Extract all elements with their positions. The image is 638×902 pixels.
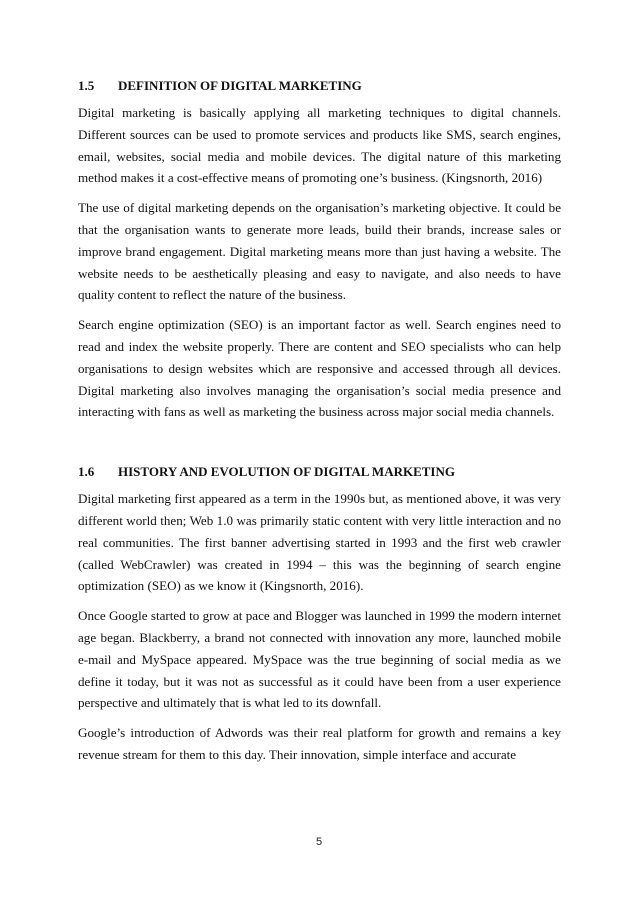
section-spacer bbox=[78, 431, 561, 462]
section-title: HISTORY AND EVOLUTION OF DIGITAL MARKETING bbox=[118, 464, 455, 480]
page-number: 5 bbox=[315, 836, 323, 848]
paragraph: Digital marketing is basically applying all marketing techniques to digital channels. Different sources can be used to promote services and products like SMS, search engines, email, websites, social media and mobile devices. The digital nature of this marketing method makes it a cost-effective means of promoting one’s business. (Kingsnorth, 2016) bbox=[78, 105, 561, 186]
paragraph: Digital marketing first appeared as a term in the 1990s but, as mentioned above, it was very different world then; Web 1.0 was primarily static content with very little interaction and no real communities. The first banner advertising started in 1993 and the first web crawler (called WebCrawler) was created in 1994 – this was the beginning of search engine optimization (SEO) as we know it (Kingsnorth, 2016). bbox=[78, 491, 561, 594]
section-title: DEFINITION OF DIGITAL MARKETING bbox=[118, 78, 362, 93]
paragraph: Search engine optimization (SEO) is an important factor as well. Search engines need to read and index the website properly. There are content and SEO specialists who can help organisations to design websites which are responsive and accessed through all devices. Digital marketing also involves managing the organisation’s social media presence and interacting with fans as well as marketing the business across major social media channels. bbox=[78, 317, 561, 420]
paragraph: The use of digital marketing depends on the organisation’s marketing objective. It could be that the organisation wants to generate more leads, build their brands, increase sales or improve brand engagement. Digital marketing means more than just having a website. The website needs to be aesthetically pleasing and easy to navigate, and also needs to have quality content to reflect the nature of the business. bbox=[78, 200, 561, 303]
paragraph: Google’s introduction of Adwords was their real platform for growth and remains a key revenue stream for them to this day. Their innovation, simple interface and accurate bbox=[78, 725, 561, 762]
paragraph: Once Google started to grow at pace and Blogger was launched in 1999 the modern internet age began. Blackberry, a brand not connected with innovation any more, launched mobile e-mail and MySpace appeared. MySpace was the true beginning of social media as we define it today, but it was not as successful as it could have been from a user experience perspective and ultimately that is what led to its downfall. bbox=[78, 608, 561, 711]
section-heading-history bbox=[78, 462, 561, 482]
section-heading-definition bbox=[78, 76, 561, 96]
section-number: 1.6 bbox=[78, 464, 95, 480]
page-content bbox=[78, 76, 561, 774]
section-number: 1.5 bbox=[78, 78, 95, 93]
